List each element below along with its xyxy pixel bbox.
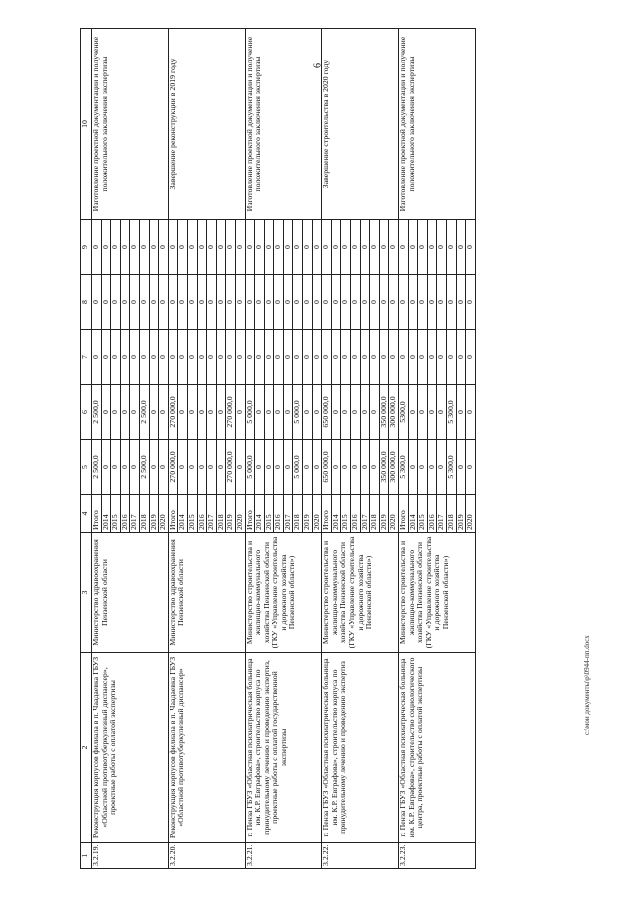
amount-other-cell: 0 [341,220,351,275]
amount-total-cell: 0 [408,440,418,495]
amount-other-cell: 0 [187,220,197,275]
amount-regional-cell: 5 300,0 [446,385,456,440]
amount-total-cell: 0 [130,440,140,495]
amount-local-cell: 0 [427,275,437,330]
amount-federal-cell: 0 [399,330,409,385]
amount-federal-cell: 0 [207,330,217,385]
amount-regional-cell: 0 [264,385,274,440]
amount-federal-cell: 0 [245,330,255,385]
amount-other-cell: 0 [101,220,111,275]
amount-other-cell: 0 [130,220,140,275]
year-cell: 2016 [427,495,437,533]
year-cell: 2018 [370,495,380,533]
measure-name: Реконструкция корпусов филиала в п. Чаадаевка ГБУЗ «Областной противотуберкулезный диспансер», проектные работы с оплатой экспертизы [92,653,169,843]
year-cell: Итого [168,495,178,533]
amount-regional-cell: 300 000,0 [389,385,399,440]
year-cell: 2020 [312,495,322,533]
year-cell: 2018 [216,495,226,533]
amount-regional-cell: 270 000,0 [226,385,236,440]
year-cell: 2020 [389,495,399,533]
amount-federal-cell: 0 [120,330,130,385]
measure-executor: Министерство строительства и жилищно-коммунального хозяйства Пензенской области (ГКУ «Управление строительства и дорожного хозяйства Пензенской области») [322,533,399,653]
amount-local-cell: 0 [226,275,236,330]
amount-regional-cell: 0 [255,385,265,440]
amount-total-cell: 0 [437,440,447,495]
amount-federal-cell: 0 [427,330,437,385]
amount-local-cell: 0 [197,275,207,330]
amount-federal-cell: 0 [389,330,399,385]
year-cell: 2020 [159,495,169,533]
amount-total-cell: 0 [341,440,351,495]
table-row [322,29,332,869]
amount-local-cell: 0 [418,275,428,330]
amount-other-cell: 0 [456,220,466,275]
amount-other-cell: 0 [245,220,255,275]
year-cell: 2015 [187,495,197,533]
amount-regional-cell: 0 [341,385,351,440]
measure-executor: Министерство строительства и жилищно-коммунального хозяйства Пензенской области (ГКУ «Управление строительства и дорожного хозяйства Пензенской области») [399,533,476,653]
amount-federal-cell: 0 [446,330,456,385]
amount-regional-cell: 650 000,0 [322,385,332,440]
amount-other-cell: 0 [283,220,293,275]
amount-total-cell: 650 000,0 [322,440,332,495]
amount-federal-cell: 0 [274,330,284,385]
amount-total-cell: 0 [466,440,476,495]
amount-local-cell: 0 [101,275,111,330]
amount-other-cell: 0 [92,220,102,275]
amount-other-cell: 0 [111,220,121,275]
measure-number: 3.2.22. [322,843,399,869]
measure-result: Завершение строительства в 2020 году [322,29,399,220]
amount-federal-cell: 0 [437,330,447,385]
amount-local-cell: 0 [331,275,341,330]
measure-name: г. Пенза ГБУЗ «Областная психиатрическая больница им. К.Р. Евграфова», строительство социологического центра, проектные работы с оплатой экспертизы [399,653,476,843]
amount-federal-cell: 0 [139,330,149,385]
amount-other-cell: 0 [293,220,303,275]
amount-federal-cell: 0 [370,330,380,385]
program-measures-table [80,28,476,869]
header-cell: 10 [81,29,92,220]
amount-local-cell: 0 [255,275,265,330]
amount-regional-cell: 0 [312,385,322,440]
amount-regional-cell: 0 [120,385,130,440]
measure-result: Завершение реконструкции в 2019 году [168,29,245,220]
year-cell: 2015 [111,495,121,533]
amount-total-cell: 0 [178,440,188,495]
measure-result: Изготовление проектной документации и получение положительного заключения экспертизы [245,29,322,220]
amount-regional-cell: 0 [207,385,217,440]
amount-other-cell: 0 [331,220,341,275]
amount-total-cell: 0 [283,440,293,495]
header-cell: 5 [81,440,92,495]
amount-local-cell: 0 [322,275,332,330]
year-cell: 2016 [274,495,284,533]
amount-federal-cell: 0 [264,330,274,385]
amount-regional-cell: 0 [197,385,207,440]
measure-result: Изготовление проектной документации и получение положительного заключения экспертизы [399,29,476,220]
year-cell: 2017 [130,495,140,533]
amount-federal-cell: 0 [418,330,428,385]
header-cell: 4 [81,495,92,533]
amount-regional-cell: 0 [466,385,476,440]
amount-regional-cell: 2 500,0 [139,385,149,440]
amount-total-cell: 5 300,0 [399,440,409,495]
year-cell: Итого [322,495,332,533]
amount-local-cell: 0 [341,275,351,330]
amount-regional-cell: 0 [130,385,140,440]
measure-number: 3.2.21. [245,843,322,869]
year-cell: 2017 [207,495,217,533]
amount-local-cell: 0 [92,275,102,330]
amount-regional-cell: 0 [418,385,428,440]
header-row [81,29,92,869]
amount-regional-cell: 0 [456,385,466,440]
amount-total-cell: 0 [427,440,437,495]
year-cell: 2016 [197,495,207,533]
amount-federal-cell: 0 [322,330,332,385]
year-cell: 2019 [149,495,159,533]
year-cell: 2015 [264,495,274,533]
amount-local-cell: 0 [207,275,217,330]
year-cell: 2016 [120,495,130,533]
amount-federal-cell: 0 [466,330,476,385]
amount-total-cell: 0 [274,440,284,495]
amount-regional-cell: 0 [331,385,341,440]
year-cell: 2017 [360,495,370,533]
amount-regional-cell: 5 000,0 [293,385,303,440]
amount-regional-cell: 0 [351,385,361,440]
amount-other-cell: 0 [216,220,226,275]
amount-other-cell: 0 [120,220,130,275]
amount-regional-cell: 0 [437,385,447,440]
amount-total-cell: 350 000,0 [379,440,389,495]
amount-federal-cell: 0 [456,330,466,385]
header-cell: 9 [81,220,92,275]
amount-federal-cell: 0 [235,330,245,385]
amount-local-cell: 0 [389,275,399,330]
amount-other-cell: 0 [303,220,313,275]
year-cell: 2014 [178,495,188,533]
amount-federal-cell: 0 [379,330,389,385]
amount-other-cell: 0 [418,220,428,275]
amount-other-cell: 0 [235,220,245,275]
amount-total-cell: 5 000,0 [245,440,255,495]
amount-total-cell: 0 [255,440,265,495]
amount-other-cell: 0 [255,220,265,275]
amount-local-cell: 0 [130,275,140,330]
year-cell: 2014 [255,495,265,533]
amount-other-cell: 0 [207,220,217,275]
amount-federal-cell: 0 [92,330,102,385]
amount-local-cell: 0 [408,275,418,330]
amount-local-cell: 0 [303,275,313,330]
measure-number: 3.2.23. [399,843,476,869]
year-cell: 2017 [283,495,293,533]
amount-regional-cell: 350 000,0 [379,385,389,440]
amount-local-cell: 0 [139,275,149,330]
amount-local-cell: 0 [283,275,293,330]
measure-name: Реконструкция корпусов филиала в п. Чаадаевка ГБУЗ «Областной противотуберкулезный диспансер» [168,653,245,843]
amount-federal-cell: 0 [101,330,111,385]
measure-name: г. Пенза ГБУЗ «Областная психиатрическая больница им. К.Р. Евграфова», строительство корпуса по принудительному лечению и проведению экспертиз [322,653,399,843]
amount-total-cell: 0 [197,440,207,495]
amount-regional-cell: 0 [274,385,284,440]
amount-other-cell: 0 [139,220,149,275]
amount-local-cell: 0 [235,275,245,330]
header-cell: 3 [81,533,92,653]
amount-other-cell: 0 [149,220,159,275]
amount-total-cell: 0 [456,440,466,495]
amount-regional-cell: 0 [159,385,169,440]
amount-local-cell: 0 [379,275,389,330]
amount-local-cell: 0 [446,275,456,330]
table-row [92,29,102,869]
amount-regional-cell: 0 [216,385,226,440]
amount-total-cell: 0 [303,440,313,495]
rotated-table-container [80,29,584,869]
amount-local-cell: 0 [120,275,130,330]
amount-total-cell: 270 000,0 [226,440,236,495]
measure-result: Изготовление проектной документации и получение положительного заключения экспертизы [92,29,169,220]
amount-total-cell: 0 [187,440,197,495]
amount-federal-cell: 0 [341,330,351,385]
amount-total-cell: 0 [418,440,428,495]
amount-local-cell: 0 [351,275,361,330]
amount-total-cell: 0 [120,440,130,495]
year-cell: 2019 [456,495,466,533]
amount-federal-cell: 0 [111,330,121,385]
amount-regional-cell: 0 [149,385,159,440]
amount-local-cell: 0 [178,275,188,330]
amount-federal-cell: 0 [149,330,159,385]
header-cell: 7 [81,330,92,385]
amount-regional-cell: 0 [178,385,188,440]
table-row [399,29,409,869]
amount-federal-cell: 0 [351,330,361,385]
amount-federal-cell: 0 [168,330,178,385]
page-number: 6 [312,63,324,68]
amount-regional-cell: 0 [303,385,313,440]
year-cell: 2017 [437,495,447,533]
amount-regional-cell: 5 000,0 [245,385,255,440]
amount-total-cell: 2 500,0 [139,440,149,495]
amount-total-cell: 0 [207,440,217,495]
amount-local-cell: 0 [264,275,274,330]
amount-total-cell: 2 500,0 [92,440,102,495]
amount-local-cell: 0 [111,275,121,330]
year-cell: Итого [245,495,255,533]
amount-total-cell: 270 000,0 [168,440,178,495]
amount-other-cell: 0 [379,220,389,275]
year-cell: Итого [399,495,409,533]
amount-local-cell: 0 [245,275,255,330]
amount-regional-cell: 0 [427,385,437,440]
amount-local-cell: 0 [370,275,380,330]
amount-total-cell: 0 [101,440,111,495]
year-cell: 2015 [418,495,428,533]
amount-other-cell: 0 [437,220,447,275]
amount-other-cell: 0 [264,220,274,275]
amount-other-cell: 0 [351,220,361,275]
amount-federal-cell: 0 [187,330,197,385]
header-cell: 8 [81,275,92,330]
amount-regional-cell: 0 [360,385,370,440]
amount-total-cell: 300 000,0 [389,440,399,495]
amount-regional-cell: 0 [283,385,293,440]
amount-federal-cell: 0 [408,330,418,385]
amount-other-cell: 0 [178,220,188,275]
amount-other-cell: 0 [446,220,456,275]
amount-federal-cell: 0 [293,330,303,385]
amount-local-cell: 0 [216,275,226,330]
amount-local-cell: 0 [399,275,409,330]
measure-number: 3.2.20. [168,843,245,869]
measure-executor: Министерство здравоохранения Пензенской области [92,533,169,653]
amount-total-cell: 0 [370,440,380,495]
amount-federal-cell: 0 [197,330,207,385]
amount-local-cell: 0 [159,275,169,330]
year-cell: Итого [92,495,102,533]
amount-regional-cell: 2 500,0 [92,385,102,440]
table-body [92,29,476,869]
amount-regional-cell: 0 [111,385,121,440]
amount-total-cell: 0 [331,440,341,495]
amount-federal-cell: 0 [312,330,322,385]
year-cell: 2018 [446,495,456,533]
year-cell: 2015 [341,495,351,533]
year-cell: 2014 [101,495,111,533]
amount-total-cell: 0 [149,440,159,495]
amount-other-cell: 0 [322,220,332,275]
amount-other-cell: 0 [159,220,169,275]
amount-other-cell: 0 [360,220,370,275]
amount-federal-cell: 0 [178,330,188,385]
amount-federal-cell: 0 [226,330,236,385]
amount-other-cell: 0 [408,220,418,275]
amount-total-cell: 0 [360,440,370,495]
amount-federal-cell: 0 [283,330,293,385]
amount-other-cell: 0 [312,220,322,275]
amount-total-cell: 5 000,0 [293,440,303,495]
amount-federal-cell: 0 [331,330,341,385]
amount-other-cell: 0 [197,220,207,275]
year-cell: 2019 [303,495,313,533]
measure-name: г. Пенза ГБУЗ «Областная психиатрическая больница им. К.Р. Евграфова», строительство корпуса по принудительному лечению и проведению экспертиз, проектные работы с оплатой государственной экспертизы [245,653,322,843]
amount-local-cell: 0 [149,275,159,330]
amount-total-cell: 0 [312,440,322,495]
measure-executor: Министерство здравоохранения Пензенской области [168,533,245,653]
amount-local-cell: 0 [456,275,466,330]
year-cell: 2019 [226,495,236,533]
year-cell: 2018 [293,495,303,533]
amount-other-cell: 0 [226,220,236,275]
amount-regional-cell: 270 000,0 [168,385,178,440]
amount-local-cell: 0 [437,275,447,330]
year-cell: 2020 [466,495,476,533]
amount-federal-cell: 0 [159,330,169,385]
amount-regional-cell: 0 [370,385,380,440]
amount-other-cell: 0 [427,220,437,275]
amount-regional-cell: 0 [101,385,111,440]
amount-federal-cell: 0 [360,330,370,385]
footer-file-path: c:\мои документы\р\0944-пп.docx [583,635,591,735]
amount-other-cell: 0 [168,220,178,275]
amount-regional-cell: 0 [187,385,197,440]
amount-local-cell: 0 [466,275,476,330]
amount-regional-cell: 5300,0 [399,385,409,440]
year-cell: 2016 [351,495,361,533]
amount-federal-cell: 0 [255,330,265,385]
amount-total-cell: 0 [264,440,274,495]
measure-number: 3.2.19. [92,843,169,869]
year-cell: 2014 [331,495,341,533]
amount-other-cell: 0 [399,220,409,275]
amount-other-cell: 0 [389,220,399,275]
header-cell: 1 [81,843,92,869]
table-row [245,29,255,869]
year-cell: 2014 [408,495,418,533]
amount-federal-cell: 0 [303,330,313,385]
amount-other-cell: 0 [466,220,476,275]
amount-federal-cell: 0 [130,330,140,385]
amount-other-cell: 0 [370,220,380,275]
header-cell: 6 [81,385,92,440]
amount-local-cell: 0 [312,275,322,330]
amount-total-cell: 0 [235,440,245,495]
amount-total-cell: 5 300,0 [446,440,456,495]
amount-total-cell: 0 [216,440,226,495]
amount-regional-cell: 0 [235,385,245,440]
amount-federal-cell: 0 [216,330,226,385]
measure-executor: Министерство строительства и жилищно-коммунального хозяйства Пензенской области (ГКУ «Управление строительства и дорожного хозяйства Пензенской области») [245,533,322,653]
amount-total-cell: 0 [159,440,169,495]
year-cell: 2020 [235,495,245,533]
amount-local-cell: 0 [293,275,303,330]
year-cell: 2018 [139,495,149,533]
header-cell: 2 [81,653,92,843]
amount-regional-cell: 0 [408,385,418,440]
amount-total-cell: 0 [111,440,121,495]
amount-local-cell: 0 [360,275,370,330]
amount-local-cell: 0 [274,275,284,330]
table-row [168,29,178,869]
amount-total-cell: 0 [351,440,361,495]
year-cell: 2019 [379,495,389,533]
amount-other-cell: 0 [274,220,284,275]
amount-local-cell: 0 [187,275,197,330]
amount-local-cell: 0 [168,275,178,330]
